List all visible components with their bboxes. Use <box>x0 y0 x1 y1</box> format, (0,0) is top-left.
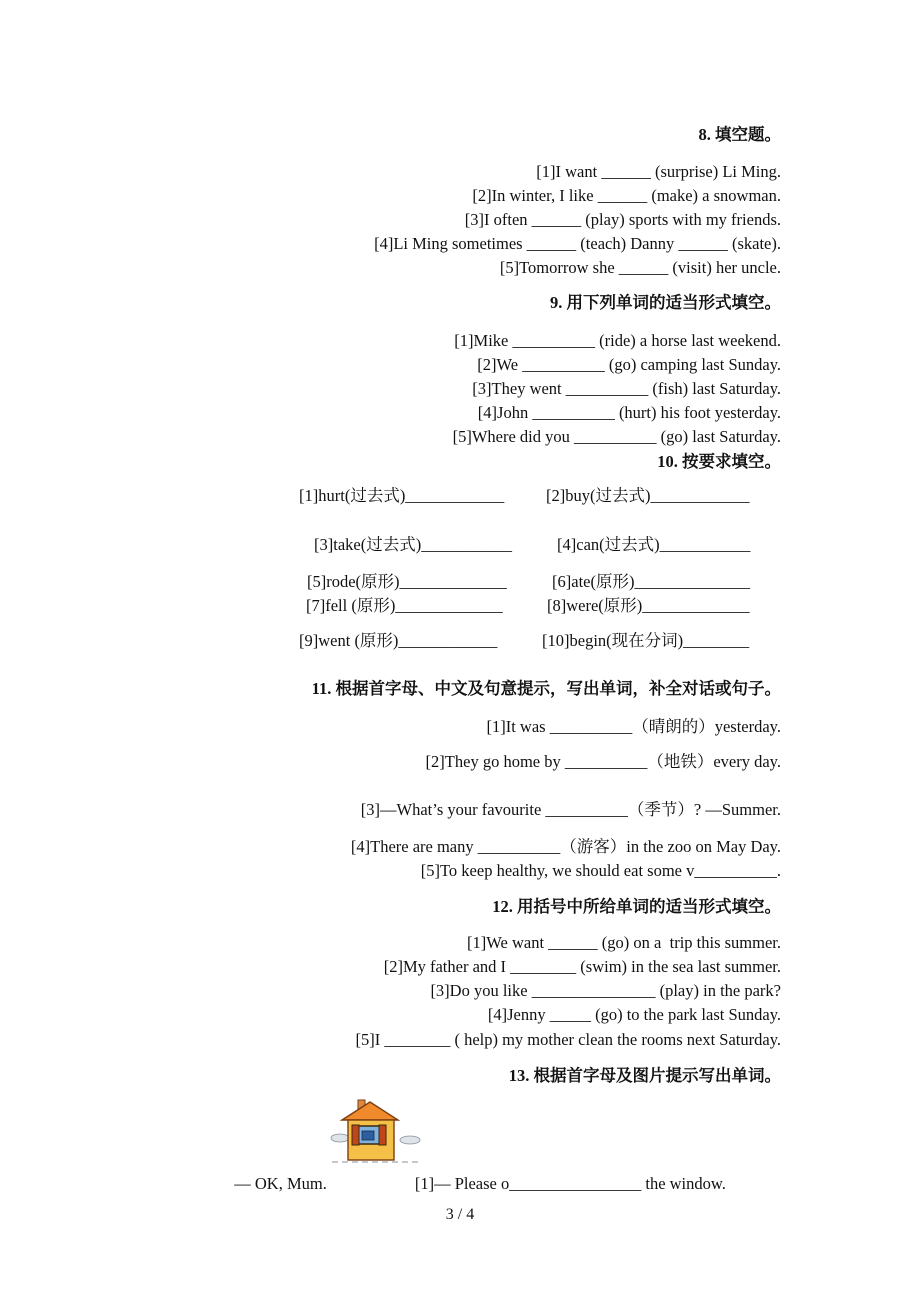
s13-line <box>226 1151 726 1195</box>
s8-item-1: [1]I want ______ (surprise) Li Ming. <box>536 162 781 181</box>
s12-item-1: [1]We want ______ (go) on a trip this summer. <box>467 933 781 952</box>
s11-item-1: [1]It was __________（晴朗的）yesterday. <box>486 717 781 736</box>
s12-item-2: [2]My father and I ________ (swim) in the sea last summer. <box>383 957 781 976</box>
section-9-heading: 9. 用下列单词的适当形式填空。 <box>550 293 781 312</box>
s13-answer-prefix: — OK, Mum. <box>234 1174 327 1193</box>
s8-item-5: [5]Tomorrow she ______ (visit) her uncle. <box>499 258 781 277</box>
s10-item-4: [4]can(过去式)___________ <box>557 535 751 554</box>
s9-item-5: [5]Where did you __________ (go) last Saturday. <box>452 427 781 446</box>
s11-item-2: [2]They go home by __________（地铁）every day. <box>425 752 781 771</box>
s12-item-5: [5]I ________ ( help) my mother clean the rooms next Saturday. <box>355 1030 781 1049</box>
s10-item-2: [2]buy(过去式)____________ <box>546 486 750 505</box>
s13-item-1: [1]— Please o________________ the window. <box>414 1174 726 1193</box>
s9-item-1: [1]Mike __________ (ride) a horse last weekend. <box>454 331 781 350</box>
s9-item-3: [3]They went __________ (fish) last Saturday. <box>472 379 781 398</box>
s10-item-3: [3]take(过去式)___________ <box>314 535 512 554</box>
s8-item-2: [2]In winter, I like ______ (make) a snowman. <box>472 186 781 205</box>
s12-item-4: [4]Jenny _____ (go) to the park last Sunday. <box>487 1005 781 1024</box>
s10-item-9: [9]went (原形)____________ <box>299 631 498 650</box>
s10-item-7: [7]fell (原形)_____________ <box>306 596 503 615</box>
s10-item-8: [8]were(原形)_____________ <box>547 596 750 615</box>
s10-item-1: [1]hurt(过去式)____________ <box>299 486 505 505</box>
s11-item-5: [5]To keep healthy, we should eat some v__________. <box>420 861 781 880</box>
section-13-heading: 13. 根据首字母及图片提示写出单词。 <box>508 1066 781 1085</box>
s8-item-3: [3]I often ______ (play) sports with my friends. <box>464 210 781 229</box>
s9-item-2: [2]We __________ (go) camping last Sunday. <box>477 355 781 374</box>
section-8-heading: 8. 填空题。 <box>698 125 781 144</box>
s11-item-3: [3]—What’s your favourite __________（季节）? —Summer. <box>360 800 781 819</box>
s10-item-6: [6]ate(原形)______________ <box>552 572 750 591</box>
section-11-heading: 11. 根据首字母、中文及句意提示，写出单词，补全对话或句子。 <box>311 679 781 698</box>
s12-item-3: [3]Do you like _______________ (play) in the park? <box>430 981 781 1000</box>
s10-item-10: [10]begin(现在分词)________ <box>542 631 750 650</box>
s8-item-4: [4]Li Ming sometimes ______ (teach) Danny ______ (skate). <box>374 234 781 253</box>
s9-item-4: [4]John __________ (hurt) his foot yesterday. <box>477 403 781 422</box>
section-12-heading: 12. 用括号中所给单词的适当形式填空。 <box>492 897 781 916</box>
section-10-heading: 10. 按要求填空。 <box>657 452 781 471</box>
s11-item-4: [4]There are many __________（游客）in the zoo on May Day. <box>350 837 781 856</box>
s10-item-5: [5]rode(原形)_____________ <box>307 572 507 591</box>
page-number: 3 / 4 <box>445 1206 475 1223</box>
